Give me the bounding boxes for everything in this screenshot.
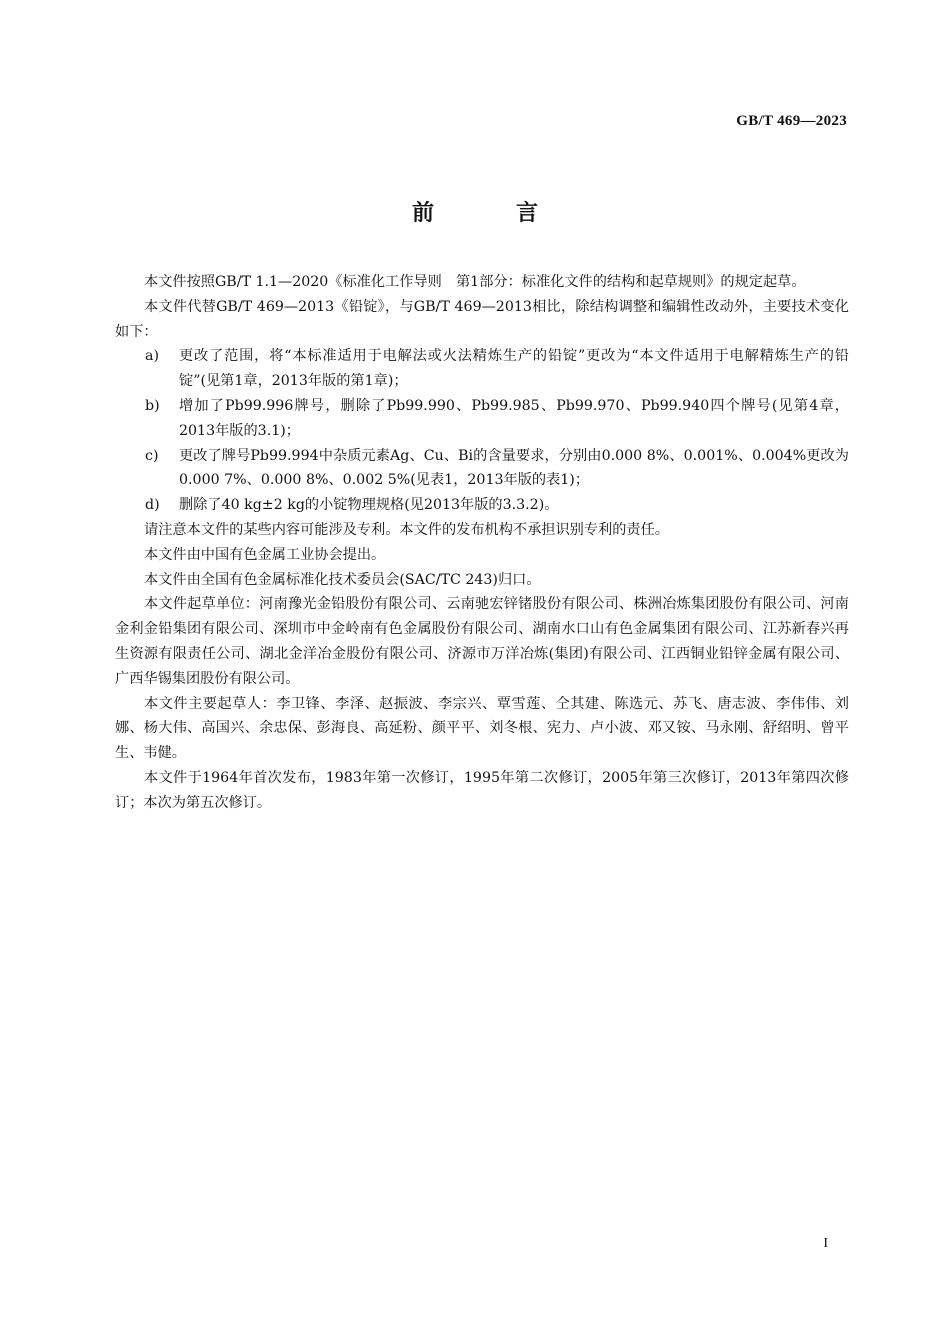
change-item-text: 更改了范围，将“本标准适用于电解法或火法精炼生产的铅锭”更改为“本文件适用于电解精炼生产的铅锭”(见第1章，2013年版的第1章)； — [179, 348, 849, 390]
change-item-label: c) — [145, 447, 159, 464]
paragraph-drafting-rules: 本文件按照GB/T 1.1—2020《标准化工作导则 第1部分：标准化文件的结构和起草规则》的规定起草。 — [144, 274, 806, 290]
change-item-label: d) — [145, 497, 160, 514]
paragraph-patent-notice: 请注意本文件的某些内容可能涉及专利。本文件的发布机构不承担识别专利的责任。 — [144, 521, 669, 538]
change-item — [115, 394, 849, 444]
paragraph-proposer: 本文件由中国有色金属工业协会提出。 — [144, 546, 386, 563]
page-number: I — [823, 1236, 828, 1251]
paragraph-history: 本文件于1964年首次发布，1983年第一次修订，1995年第二次修订，2005年第三次修订，2013年第四次修订；本次为第五次修订。 — [115, 769, 849, 811]
change-item-text: 更改了牌号Pb99.994中杂质元素Ag、Cu、Bi的含量要求，分别由0.000 8%、0.001%、0.004%更改为0.000 7%、0.000 8%、0.002 5%(见表1，2013年版的表1)； — [179, 447, 849, 489]
foreword-body — [115, 270, 849, 816]
change-item-text: 增加了Pb99.996牌号，删除了Pb99.990、Pb99.985、Pb99.970、Pb99.940四个牌号(见第4章，2013年版的3.1)； — [179, 397, 849, 439]
paragraph-drafters: 本文件主要起草人：李卫锋、李泽、赵振波、李宗兴、覃雪莲、仝其建、陈选元、苏飞、唐志波、李伟伟、刘娜、杨大伟、高国兴、余忠保、彭海良、高延粉、颜平平、刘冬根、宪力、卢小波、邓又铵、马永刚、舒绍明、曾平生、韦健。 — [115, 695, 849, 762]
change-item — [115, 344, 849, 394]
paragraph-committee: 本文件由全国有色金属标准化技术委员会(SAC/TC 243)归口。 — [144, 571, 541, 588]
change-item — [115, 444, 849, 494]
change-item — [115, 493, 849, 518]
page-title: 前 言 — [411, 201, 568, 226]
change-item-label: b) — [145, 397, 160, 414]
change-item-text: 删除了40 kg±2 kg的小锭物理规格(见2013年版的3.3.2)。 — [179, 497, 559, 514]
change-item-label: a) — [145, 348, 159, 365]
paragraph-drafting-units: 本文件起草单位：河南豫光金铅股份有限公司、云南驰宏锌锗股份有限公司、株洲冶炼集团股份有限公司、河南金利金铅集团有限公司、深圳市中金岭南有色金属股份有限公司、湖南水口山有色金属集团有限公司、江苏新春兴再生资源有限责任公司、湖北金洋冶金股份有限公司、济源市万洋冶炼(集团)有限公司、江西铜业铅锌金属有限公司、广西华锡集团股份有限公司。 — [115, 596, 849, 687]
standard-code: GB/T 469—2023 — [736, 113, 847, 129]
paragraph-replaces: 本文件代替GB/T 469—2013《铅锭》，与GB/T 469—2013相比，除结构调整和编辑性改动外，主要技术变化如下： — [115, 298, 849, 340]
